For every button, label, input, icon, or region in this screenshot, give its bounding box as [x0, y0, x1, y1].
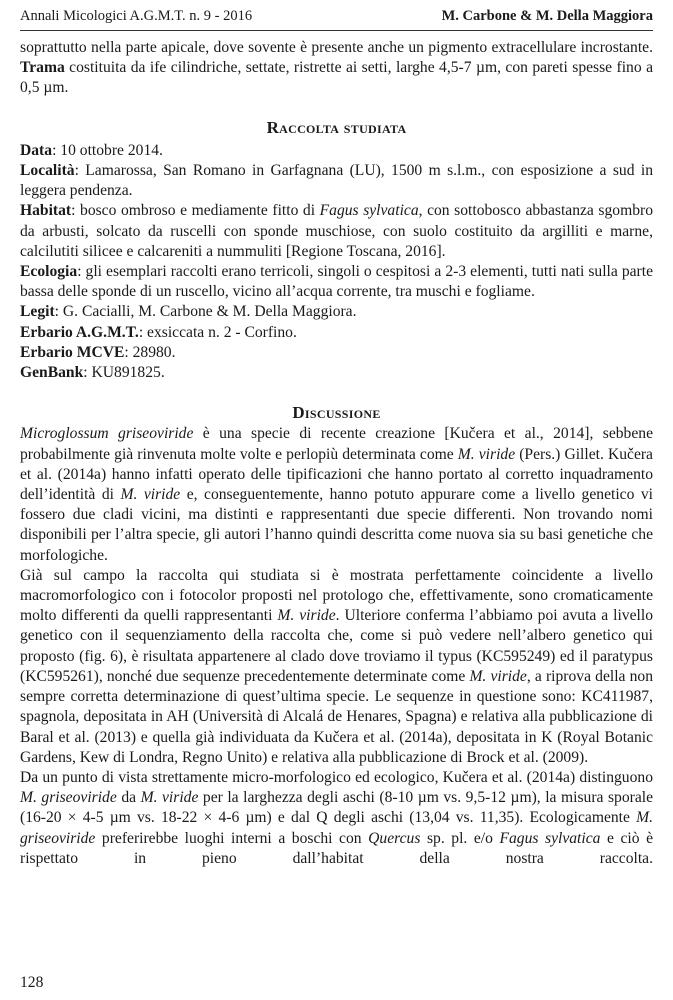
- page-number: 128: [20, 974, 44, 991]
- discussione-paragraph-3: Da un punto di vista strettamente micro-morfologico ed ecologico, Kučera et al. (2014a) distinguono M. griseoviride da M. viride per la larghezza degli aschi (8-10 µm vs. 9,5-12 µm), la misura sporale (16-20 × 4-5 µm vs. 18-22 × 4-6 µm) e dal Q degli aschi (13,04 vs. 11,35). Ecologicamente M. griseoviride preferirebbe luoghi interni a boschi con Quercus sp. pl. e/o Fagus sylvatica e ciò è rispettato in pieno dall’habitat della nostra raccolta.: [20, 768, 653, 867]
- field-localita: Località: Lamarossa, San Romano in Garfagnana (LU), 1500 m s.l.m., con esposizione a sud in leggera pendenza.: [20, 162, 653, 200]
- trama-label: Trama: [20, 59, 65, 77]
- section-title-discussione: Discussione: [292, 403, 381, 423]
- running-header: [20, 4, 653, 28]
- field-legit: Legit: G. Cacialli, M. Carbone & M. Della Maggiora.: [20, 303, 357, 321]
- page-body: [20, 38, 653, 869]
- journal-title: Annali Micologici A.G.M.T. n. 9 - 2016: [20, 7, 253, 24]
- article-authors: M. Carbone & M. Della Maggiora: [441, 7, 653, 24]
- discussione-paragraph-1: Microglossum griseoviride è una specie di recente creazione [Kučera et al., 2014], sebbene probabilmente già rinvenuta molte volte e perlopiù determinata come M. viride (Pers.) Gillet. Kučera et al. (2014a) hanno infatti operato delle tipificazioni che hanno portato al corretto inquadramento dell’identità di M. viride e, conseguentemente, hanno potuto appurare come a livello genetico vi fossero due cladi vicini, ma distinti e rappresentanti due specie differenti. Non trovando nomi disponibili per l’altra specie, gli autori l’hanno quindi descritta come nuova sia su basi genetiche che morfologiche.: [20, 425, 653, 564]
- intro-paragraph: soprattutto nella parte apicale, dove sovente è presente anche un pigmento extracellulare incrostante. Trama costituita da ife cilindriche, settate, ristrette ai setti, larghe 4,5-7 µm, con pareti spesse fino a 0,5 µm.: [20, 39, 653, 97]
- field-ecologia: Ecologia: gli esemplari raccolti erano terricoli, singoli o cespitosi a 2-3 elementi, tutti nati sulla parte bassa delle sponde di un ruscello, vicino all’acqua corrente, tra muschi e fogliame.: [20, 263, 653, 301]
- field-erbario-agmt: Erbario A.G.M.T.: exsiccata n. 2 - Corfino.: [20, 323, 297, 341]
- discussione-paragraph-2: Già sul campo la raccolta qui studiata si è mostrata perfettamente coincidente a livello macromorfologico con i fotocolor proposti nel protologo che, effettivamente, sono cromaticamente molto differenti da quelli rappresentanti M. viride. Ulteriore conferma l’abbiamo poi avuta a livello genetico con il sequenziamento della raccolta che, come si può vedere nell’albero genetico qui proposto (fig. 6), è risultata appartenere al clado dove troviamo il typus (KC595249) ed il paratypus (KC595261), nonché due sequenze precedentemente determinate come M. viride, a riprova della non sempre corretta determinazione di quest’ultima specie. Le sequenze in questione sono: KC411987, spagnola, depositata in AH (Università di Alcalá de Henares, Spagna) e relativa alla pubblicazione di Baral et al. (2013) e quella già individuata da Kučera et al. (2014a), depositata in K (Royal Botanic Gardens, Kew di Londra, Regno Unito) e relativa alla pubblicazione di Brock et al. (2009).: [20, 566, 653, 766]
- header-rule: [20, 30, 653, 31]
- section-title-raccolta: Raccolta studiata: [266, 117, 407, 137]
- field-genbank: GenBank: KU891825.: [20, 364, 165, 382]
- field-erbario-mcve: Erbario MCVE: 28980.: [20, 343, 176, 361]
- field-data: Data: 10 ottobre 2014.: [20, 141, 163, 159]
- field-habitat: Habitat: bosco ombroso e mediamente fitto di Fagus sylvatica, con sottobosco abbastanza sgombro da arbusti, solcato da ruscelli con sponde muschiose, con suolo costituito da argilliti e marne, calcilutiti silicee e calcareniti a nummuliti [Regione Toscana, 2016].: [20, 202, 653, 260]
